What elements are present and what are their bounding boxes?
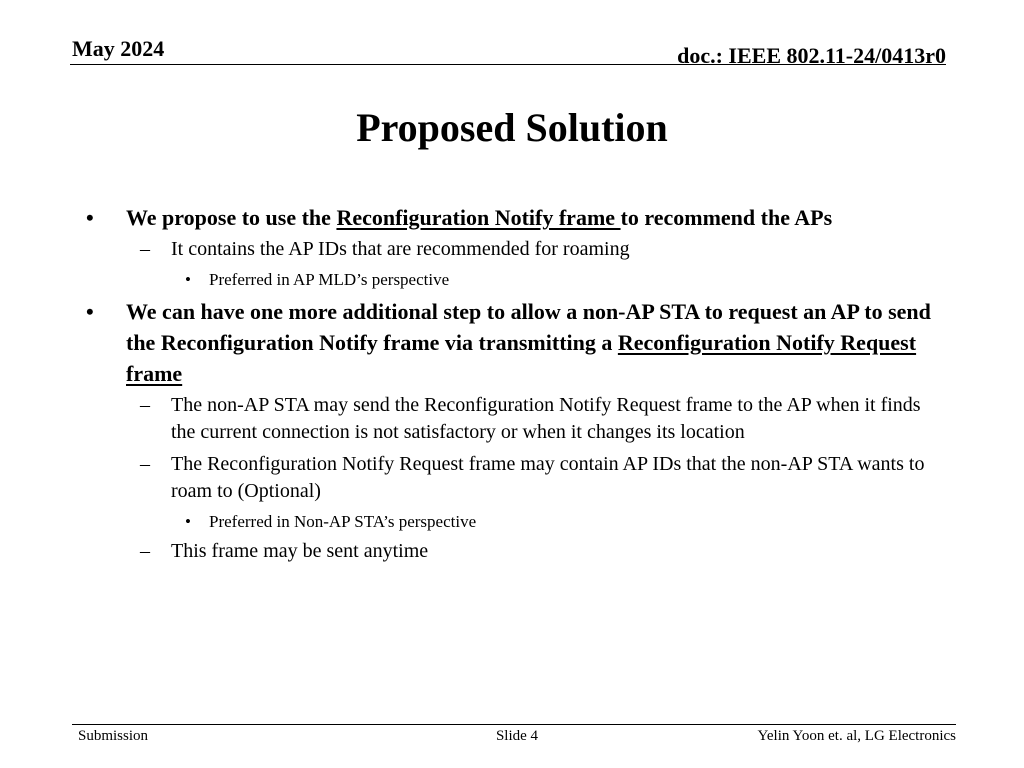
dash-marker: –	[140, 540, 150, 562]
bullet-2-sub-1	[86, 392, 936, 446]
footer-slide-number: Slide 4	[495, 728, 539, 744]
bullet-1-sub-1-a-text: Preferred in AP MLD’s perspective	[209, 270, 450, 289]
bullet-1-sub-1-a	[86, 268, 936, 291]
bullet-2-sub-2	[86, 451, 936, 505]
dash-marker: –	[140, 453, 150, 475]
bullet-1-text-pre: We propose to use the	[126, 205, 337, 230]
slide-title: Proposed Solution	[356, 105, 668, 150]
footer-divider	[72, 724, 956, 725]
bullet-1	[86, 202, 936, 233]
bullet-1-sub-1	[86, 236, 936, 263]
bullet-2-sub-2-a-text: Preferred in Non-AP STA’s perspective	[209, 512, 477, 531]
bullet-2-sub-1-text: The non-AP STA may send the Reconfiguration Notify Request frame to the AP when it finds the current connection is not satisfactory or when it changes its location	[171, 394, 921, 443]
bullet-marker: •	[86, 205, 94, 230]
footer-authors: Yelin Yoon et. al, LG Electronics	[757, 728, 956, 744]
bullet-1-sub-1-text: It contains the AP IDs that are recommended for roaming	[171, 238, 630, 260]
bullet-2-text-pre: We can have one more additional step to allow a non-AP STA to request an AP to send the Reconfiguration Notify frame via transmitting a	[126, 299, 931, 355]
header-doc-id: doc.: IEEE 802.11-24/0413r0	[677, 43, 946, 68]
bullet-2-sub-3-text: This frame may be sent anytime	[171, 540, 429, 562]
header-date: May 2024	[72, 36, 165, 61]
dash-marker: –	[140, 238, 150, 260]
slide-body	[86, 202, 936, 570]
bullet-1-underlined-term: Reconfiguration Notify frame	[336, 205, 621, 230]
footer-submission: Submission	[78, 728, 149, 744]
dash-marker: –	[140, 394, 150, 416]
bullet-marker: •	[86, 299, 94, 324]
bullet-2	[86, 296, 936, 389]
bullet-2-sub-2-text: The Reconfiguration Notify Request frame may contain AP IDs that the non-AP STA wants to roam to (Optional)	[171, 453, 925, 502]
header-divider	[70, 64, 946, 65]
bullet-1-text-post: to recommend the APs	[620, 205, 833, 230]
bullet-2-sub-2-a	[86, 510, 936, 533]
bullet-marker: •	[185, 270, 191, 289]
bullet-2-sub-3	[86, 538, 936, 565]
bullet-2-underlined-term: Reconfiguration Notify Request frame	[126, 330, 917, 386]
bullet-marker: •	[185, 512, 191, 531]
